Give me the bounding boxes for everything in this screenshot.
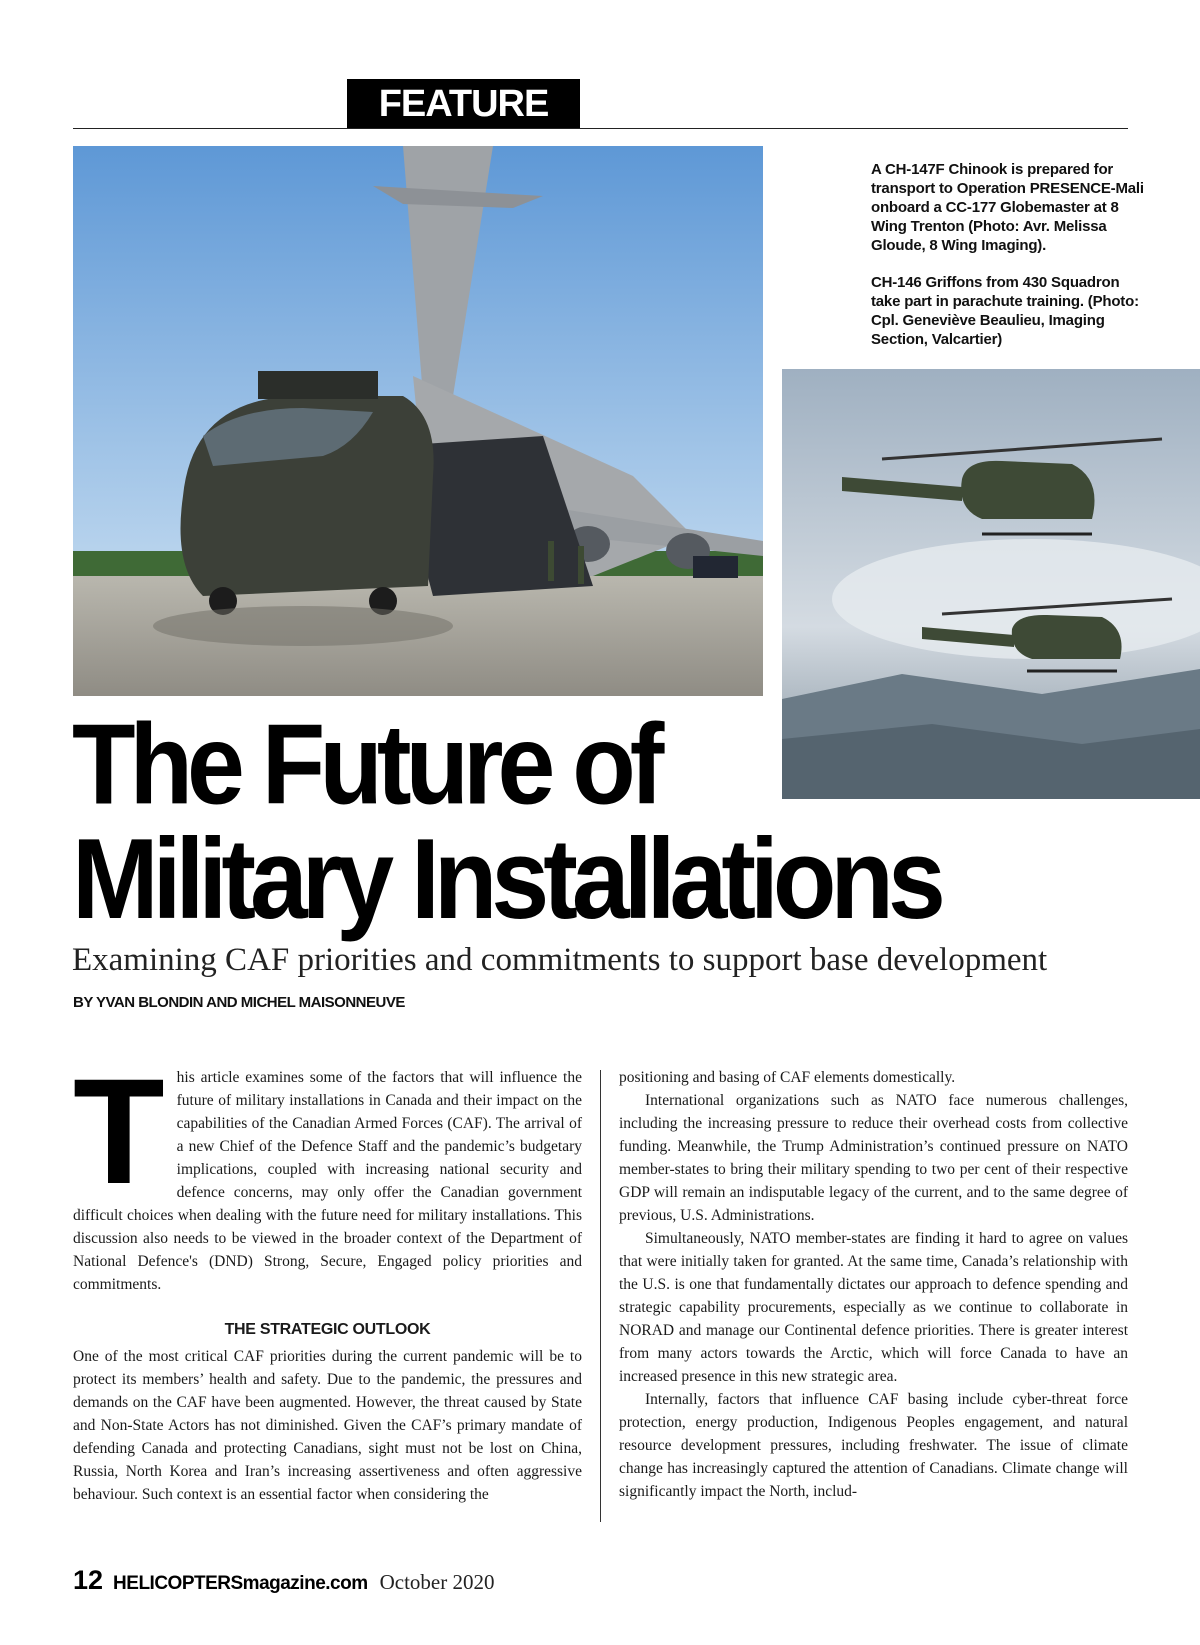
- column-divider: [600, 1070, 601, 1522]
- byline: BY YVAN BLONDIN AND MICHEL MAISONNEUVE: [73, 994, 405, 1011]
- headline-line-2: Military Installations: [72, 815, 940, 944]
- page-number: 12: [73, 1565, 104, 1595]
- nato-paragraph: International organizations such as NATO face numerous challenges, including the increasing pressure to reduce their overhead costs from collective funding. Meanwhile, the Trump Administration’s continued pressure on NATO member-states to bring their military spending to two per cent of their respective GDP will remain an indisputable legacy of the current, and to the same degree of previous, U.S. Administrations.: [619, 1092, 1128, 1224]
- caption-chinook: A CH-147F Chinook is prepared for transport to Operation PRESENCE-Mali onboard a CC-177 Globemaster at 8 Wing Trenton (Photo: Avr. Melissa Gloude, 8 Wing Imaging).: [871, 161, 1144, 254]
- outlook-paragraph: One of the most critical CAF priorities during the current pandemic will be to protect its members’ health and safety. Due to the pandemic, the pressures and demands on the CAF have been augmented. However, the threat caused by State and Non-State Actors has not diminished. Given the CAF’s primary mandate of defending Canada and protecting Canadians, sight must not be lost on China, Russia, North Korea and Iran’s increasing assertiveness and often aggressive behaviour. Such context is an essential factor when considering the: [73, 1348, 582, 1503]
- page-footer: [73, 1565, 495, 1596]
- internal-factors-paragraph: Internally, factors that influence CAF basing include cyber-threat force protection, energy production, Indigenous Peoples engagement, and natural resource development pressures, including freshwater. The issue of climate change has increasingly captured the attention of Canadians. Climate change will significantly impact the North, includ-: [619, 1391, 1128, 1500]
- photo-captions: [871, 160, 1151, 367]
- headline: [72, 701, 1132, 944]
- issue-date: October 2020: [379, 1570, 495, 1594]
- section-subhead: THE STRATEGIC OUTLOOK: [224, 1321, 431, 1338]
- deck: Examining CAF priorities and commitments to support base development: [72, 942, 1048, 978]
- photo-chinook-globemaster: [73, 146, 763, 696]
- article-column-right: [619, 1066, 1128, 1503]
- dropcap: T: [73, 1047, 165, 1215]
- section-label: FEATURE: [347, 79, 580, 129]
- headline-line-1: The Future of: [72, 701, 659, 829]
- article-column-left: [73, 1047, 582, 1506]
- magazine-site: HELICOPTERSmagazine.com: [113, 1573, 368, 1594]
- intro-paragraph: his article examines some of the factors that will influence the future of military installations in Canada and their impact on the capabilities of the Canadian Armed Forces (CAF). The arrival of a new Chief of the Defence Staff and the pandemic’s budgetary implications, coupled with increasing national security and defence concerns, may only offer the Canadian government difficult choices when dealing with the future need for military installations. This discussion also needs to be viewed in the broader context of the Department of National Defence's (DND) Strong, Secure, Engaged policy priorities and commitments.: [73, 1069, 582, 1293]
- continued-paragraph: positioning and basing of CAF elements domestically.: [619, 1069, 956, 1086]
- caption-griffons: CH-146 Griffons from 430 Squadron take part in parachute training. (Photo: Cpl. Geneviève Beaulieu, Imaging Section, Valcartier): [871, 274, 1139, 348]
- simultaneously-paragraph: Simultaneously, NATO member-states are finding it hard to agree on values that were initially taken for granted. At the same time, Canada’s relationship with the U.S. is one that fundamentally dictates our approach to defence spending and strategic capability procurements, especially as we continue to collaborate in NORAD and manage our Continental defence priorities. There is greater interest from many actors towards the Arctic, which will force Canada to have an increased presence in this new strategic area.: [619, 1230, 1128, 1385]
- top-rule: [73, 128, 1128, 129]
